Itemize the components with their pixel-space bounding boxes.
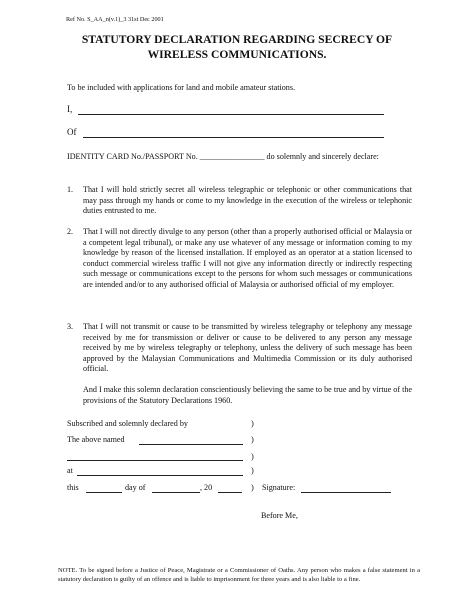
closing-statement: And I make this solemn declaration conscientiously believing the same to be true and by virtue of the provisions of the Statutory Declarations 1960. [83,385,412,405]
name-field[interactable] [78,114,384,115]
i-label: I, [67,104,73,114]
document-title [40,33,434,62]
footnote: NOTE. To be signed before a Justice of Peace, Magistrate or a Commissioner of Oaths. Any person who makes a false statement in a statutory declaration is guilty of an offence and is liable to imprisonment for three years and is also liable to a fine. [58,567,420,583]
this-label: this [67,483,79,492]
clause-2-text: That I will not directly divulge to any person (other than a properly authorised official or Malaysia or a competent legal tribunal), or make any use whatever of any message or information coming to my knowledge by reason of the licensed installation. If employed as an operator at a station licensed to conduct commercial wireless traffic I will not give any information directly or indirectly respecting such message or communications except to the persons for whom such messages or communications are intended and/or to any authorised official of Malaysia or authorised official of my employer. [83,227,412,289]
at-label: at [67,466,73,475]
above-named-label: The above named [67,435,125,444]
clause-1-text: That I will hold strictly secret all wireless telegraphic or telephonic or other communications that may pass through my hands or come to my knowledge in the execution of the wireless or telephonic duties entrusted to me. [83,185,412,216]
paren-2: ) [251,435,254,444]
title-line-2: WIRELESS COMMUNICATIONS. [147,47,327,61]
year-field[interactable] [218,492,242,493]
at-field[interactable] [77,475,243,476]
year-prefix-label: , 20 [200,483,213,492]
day-of-label: day of [125,483,146,492]
paren-4: ) [251,466,254,475]
paren-1: ) [251,419,254,428]
above-named-field[interactable] [139,444,243,445]
clause-2-number: 2. [67,227,74,236]
address-field[interactable] [83,137,384,138]
title-line-1: STATUTORY DECLARATION REGARDING SECRECY OF [81,33,393,46]
signature-label: Signature: [262,483,296,492]
intro-text: To be included with applications for land and mobile amateur stations. [67,83,296,92]
clause-1-number: 1. [67,185,74,194]
identity-line: IDENTITY CARD No./PASSPORT No. ________________ do solemnly and sincerely declare: [67,152,379,161]
clause-3-number: 3. [67,322,74,331]
day-field[interactable] [86,492,122,493]
declarant-name-field[interactable] [67,460,243,461]
month-field[interactable] [152,492,200,493]
paren-3: ) [251,452,254,461]
paren-5: ) [251,483,254,492]
before-me-label: Before Me, [261,511,298,520]
of-label: Of [67,127,77,137]
signature-field[interactable] [301,492,391,493]
clause-3-text: That I will not transmit or cause to be transmitted by wireless telegraphy or telephony any message received by me for transmission or deliver or cause to be delivered to any person any message received by me by wireless telegraphy or telephony, unless the delivery of such message has been approved by the Malaysian Communications and Multimedia Commission or its duly authorised official. [83,322,412,374]
reference-number: Ref No. S_AA_n(v.1)_3 31st Dec 2001 [66,16,164,23]
subscribed-label: Subscribed and solemnly declared by [67,419,188,428]
